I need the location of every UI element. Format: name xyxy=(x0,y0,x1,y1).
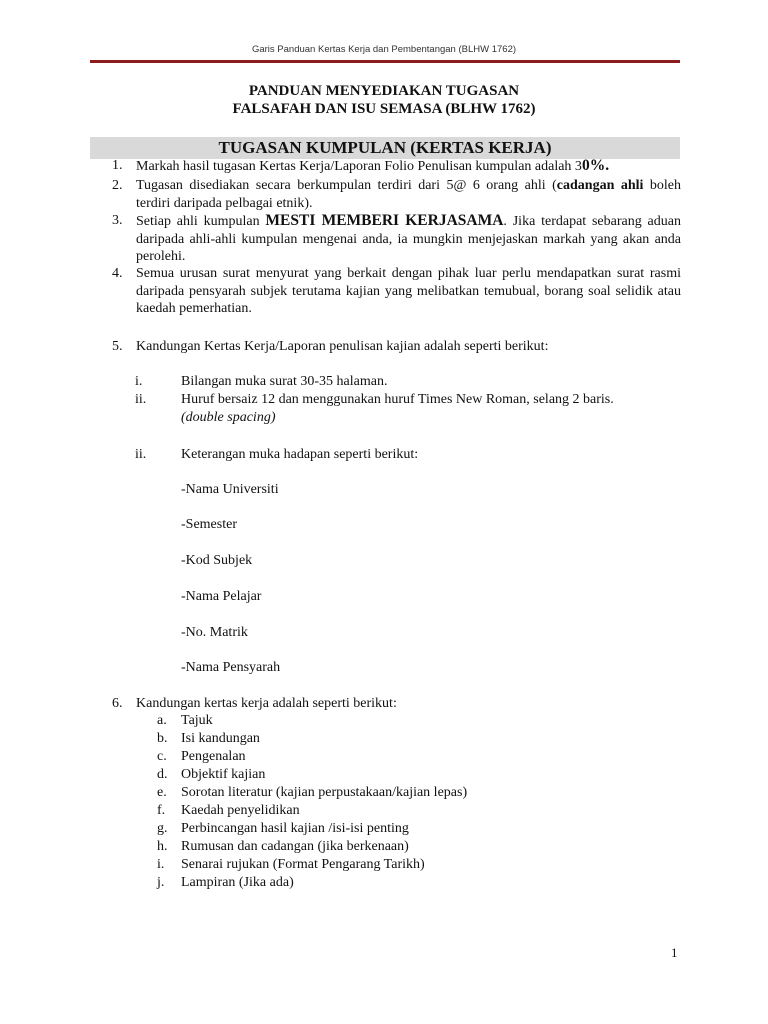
list-number: 2. xyxy=(112,178,123,193)
contents-text: Senarai rujukan (Format Pengarang Tarikh) xyxy=(181,857,425,872)
contents-letter: b. xyxy=(157,731,168,746)
running-header: Garis Panduan Kertas Kerja dan Pembentangan (BLHW 1762) xyxy=(251,44,517,55)
contents-letter: f. xyxy=(157,803,166,818)
item-text: Kandungan Kertas Kerja/Laporan penulisan kajian adalah seperti berikut: xyxy=(136,339,549,354)
item-text: Kandungan kertas kerja adalah seperti berikut: xyxy=(136,696,397,711)
item-bold-text: MESTI MEMBERI KERJASAMA xyxy=(265,212,504,229)
contents-letter: j. xyxy=(157,875,165,890)
item-text: . Jika terdapat sebarang aduan daripada ahli-ahli kumpulan mengenai anda, ia mungkin menjejaskan markah yang akan anda perolehi. xyxy=(136,214,681,264)
contents-text: Perbincangan hasil kajian /isi-isi penting xyxy=(181,821,409,836)
list-number: 3. xyxy=(112,213,123,228)
document-title-line2: FALSAFAH DAN ISU SEMASA (BLHW 1762) xyxy=(232,101,536,117)
contents-letter: i. xyxy=(157,857,165,872)
contents-text: Tajuk xyxy=(181,713,213,728)
list-number: 4. xyxy=(112,266,123,281)
sub-number: ii. xyxy=(135,447,147,462)
page-number: 1 xyxy=(671,945,678,960)
item-text: Tugasan disediakan secara berkumpulan terdiri dari 5@ 6 orang ahli ( xyxy=(136,178,557,193)
front-page-field: -Nama Universiti xyxy=(181,482,279,497)
contents-letter: h. xyxy=(157,839,168,854)
contents-text: Rumusan dan cadangan (jika berkenaan) xyxy=(181,839,409,854)
contents-letter: c. xyxy=(157,749,167,764)
contents-text: Objektif kajian xyxy=(181,767,266,782)
contents-text: Sorotan literatur (kajian perpustakaan/kajian lepas) xyxy=(181,785,468,800)
contents-text: Isi kandungan xyxy=(181,731,260,746)
item-bold-text: cadangan ahli xyxy=(556,178,644,193)
contents-letter: g. xyxy=(157,821,168,836)
front-page-field: -Kod Subjek xyxy=(181,553,253,568)
front-page-field: -Semester xyxy=(181,517,237,532)
item-text: Markah hasil tugasan Kertas Kerja/Laporan Folio Penulisan kumpulan adalah 3 xyxy=(136,159,582,174)
front-page-field: -Nama Pensyarah xyxy=(181,660,281,675)
header-rule xyxy=(90,60,680,63)
item-text: boleh terdiri daripada pelbagai etnik). xyxy=(136,178,682,211)
sub-italic-text: (double spacing) xyxy=(181,409,276,425)
sub-text: Huruf bersaiz 12 dan menggunakan huruf Times New Roman, selang 2 baris. xyxy=(181,392,614,407)
list-number: 5. xyxy=(112,339,123,354)
document-title-line1: PANDUAN MENYEDIAKAN TUGASAN xyxy=(248,83,520,99)
contents-letter: d. xyxy=(157,767,168,782)
list-number: 6. xyxy=(112,696,123,711)
contents-text: Lampiran (Jika ada) xyxy=(181,875,294,890)
sub-text: Keterangan muka hadapan seperti berikut: xyxy=(181,447,419,462)
item-text: Setiap ahli kumpulan xyxy=(136,214,266,229)
sub-text: Bilangan muka surat 30-35 halaman. xyxy=(181,374,388,389)
item-text: Semua urusan surat menyurat yang berkait dengan pihak luar perlu mendapatkan surat rasmi daripada pensyarah subjek terutama kajian yang melibatkan temubual, borang soal selidik atau kaedah pemerhatian. xyxy=(136,266,681,316)
item-bold-text: 0%. xyxy=(581,157,610,174)
section-heading: TUGASAN KUMPULAN (KERTAS KERJA) xyxy=(90,137,680,159)
contents-text: Pengenalan xyxy=(181,749,246,764)
contents-letter: a. xyxy=(157,713,167,728)
front-page-field: -Nama Pelajar xyxy=(181,589,262,604)
front-page-field: -No. Matrik xyxy=(181,625,248,640)
list-number: 1. xyxy=(112,158,123,173)
sub-number: i. xyxy=(135,374,143,389)
contents-letter: e. xyxy=(157,785,167,800)
sub-number: ii. xyxy=(135,392,147,407)
contents-text: Kaedah penyelidikan xyxy=(181,803,300,818)
